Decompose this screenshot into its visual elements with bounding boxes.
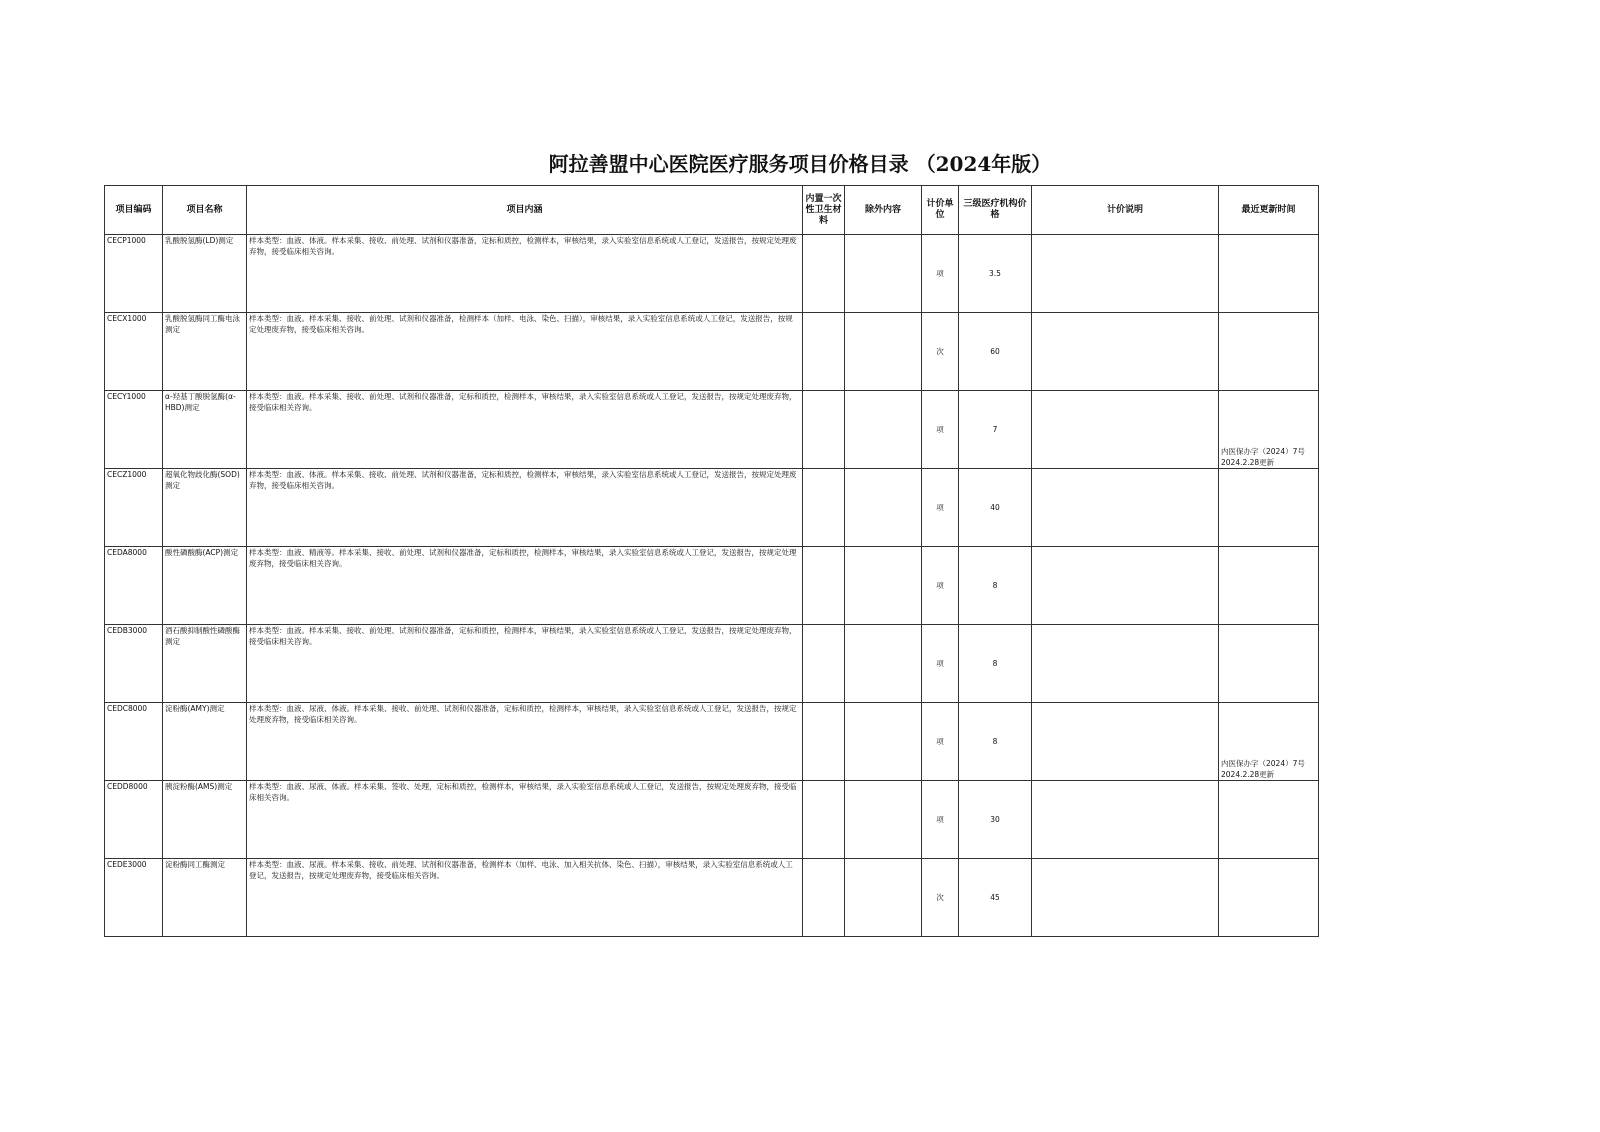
- item-note: [1032, 625, 1219, 703]
- header-name: 项目名称: [163, 186, 247, 235]
- header-unit: 计价单位: [922, 186, 959, 235]
- item-updated: 内医保办字（2024）7号 2024.2.28更新: [1219, 391, 1319, 469]
- table-row: [105, 313, 1319, 391]
- item-content: 样本类型：血液、尿液、体液。样本采集、签收、处理，定标和质控，检测样本，审核结果，录入实验室信息系统或人工登记，发送报告，按规定处理废弃物，接受临床相关咨询。: [247, 781, 803, 859]
- item-name: 乳酸脱氢酶同工酶电泳测定: [163, 313, 247, 391]
- item-unit: 项: [922, 703, 959, 781]
- item-note: [1032, 313, 1219, 391]
- header-excluded: 除外内容: [845, 186, 922, 235]
- table-row: [105, 235, 1319, 313]
- item-note: [1032, 235, 1219, 313]
- header-updated: 最近更新时间: [1219, 186, 1319, 235]
- item-content: 样本类型：血液、尿液。样本采集、接收、前处理、试剂和仪器准备，检测样本（加样、电泳、加入相关抗体、染色、扫描），审核结果，录入实验室信息系统或人工登记，发送报告，按规定处理废弃物，接受临床相关咨询。: [247, 859, 803, 937]
- item-material: [803, 235, 845, 313]
- table-row: [105, 391, 1319, 469]
- item-code: CEDD8000: [105, 781, 163, 859]
- item-updated: [1219, 781, 1319, 859]
- item-code: CECP1000: [105, 235, 163, 313]
- item-price: 7: [959, 391, 1032, 469]
- item-code: CEDB3000: [105, 625, 163, 703]
- item-excluded: [845, 625, 922, 703]
- item-updated: [1219, 547, 1319, 625]
- item-name: 超氧化物歧化酶(SOD)测定: [163, 469, 247, 547]
- item-unit: 次: [922, 859, 959, 937]
- header-material: 内置一次性卫生材料: [803, 186, 845, 235]
- item-price: 40: [959, 469, 1032, 547]
- item-code: CEDC8000: [105, 703, 163, 781]
- item-excluded: [845, 703, 922, 781]
- item-material: [803, 781, 845, 859]
- item-excluded: [845, 313, 922, 391]
- item-price: 8: [959, 625, 1032, 703]
- item-excluded: [845, 859, 922, 937]
- item-price: 8: [959, 547, 1032, 625]
- item-name: 胰淀粉酶(AMS)测定: [163, 781, 247, 859]
- item-material: [803, 313, 845, 391]
- item-unit: 项: [922, 625, 959, 703]
- item-name: 酸性磷酸酶(ACP)测定: [163, 547, 247, 625]
- item-material: [803, 703, 845, 781]
- item-excluded: [845, 391, 922, 469]
- item-price: 3.5: [959, 235, 1032, 313]
- item-excluded: [845, 547, 922, 625]
- item-excluded: [845, 781, 922, 859]
- item-code: CECX1000: [105, 313, 163, 391]
- item-name: 淀粉酶同工酶测定: [163, 859, 247, 937]
- item-unit: 项: [922, 235, 959, 313]
- item-code: CEDE3000: [105, 859, 163, 937]
- table-row: [105, 547, 1319, 625]
- item-content: 样本类型：血液。样本采集、接收、前处理、试剂和仪器准备，检测样本（加样、电泳、染色、扫描），审核结果，录入实验室信息系统或人工登记，发送报告，按规定处理废弃物，接受临床相关咨询。: [247, 313, 803, 391]
- header-code: 项目编码: [105, 186, 163, 235]
- item-price: 30: [959, 781, 1032, 859]
- item-price: 45: [959, 859, 1032, 937]
- header-note: 计价说明: [1032, 186, 1219, 235]
- item-name: 乳酸脱氢酶(LD)测定: [163, 235, 247, 313]
- item-unit: 项: [922, 781, 959, 859]
- item-price: 8: [959, 703, 1032, 781]
- header-content: 项目内涵: [247, 186, 803, 235]
- table-row: [105, 703, 1319, 781]
- item-material: [803, 625, 845, 703]
- item-material: [803, 391, 845, 469]
- item-updated: [1219, 313, 1319, 391]
- table-row: [105, 781, 1319, 859]
- item-updated: 内医保办字（2024）7号 2024.2.28更新: [1219, 703, 1319, 781]
- item-updated: [1219, 469, 1319, 547]
- item-name: 淀粉酶(AMY)测定: [163, 703, 247, 781]
- item-note: [1032, 547, 1219, 625]
- item-unit: 次: [922, 313, 959, 391]
- item-note: [1032, 859, 1219, 937]
- item-excluded: [845, 469, 922, 547]
- item-name: 酒石酸抑制酸性磷酸酶测定: [163, 625, 247, 703]
- item-content: 样本类型：血液、精液等。样本采集、接收、前处理、试剂和仪器准备，定标和质控，检测样本，审核结果，录入实验室信息系统或人工登记，发送报告，按规定处理废弃物，接受临床相关咨询。: [247, 547, 803, 625]
- table-row: [105, 859, 1319, 937]
- item-content: 样本类型：血液。样本采集、接收、前处理、试剂和仪器准备，定标和质控，检测样本，审核结果，录入实验室信息系统或人工登记，发送报告，按规定处理废弃物，接受临床相关咨询。: [247, 625, 803, 703]
- item-updated: [1219, 235, 1319, 313]
- item-content: 样本类型：血液、体液。样本采集、接收、前处理、试剂和仪器准备，定标和质控，检测样本，审核结果，录入实验室信息系统或人工登记，发送报告，按规定处理废弃物，接受临床相关咨询。: [247, 235, 803, 313]
- item-content: 样本类型：血液、体液。样本采集、接收、前处理、试剂和仪器准备，定标和质控，检测样本，审核结果，录入实验室信息系统或人工登记，发送报告，按规定处理废弃物，接受临床相关咨询。: [247, 469, 803, 547]
- item-note: [1032, 391, 1219, 469]
- item-updated: [1219, 859, 1319, 937]
- item-code: CECY1000: [105, 391, 163, 469]
- item-material: [803, 469, 845, 547]
- item-note: [1032, 703, 1219, 781]
- item-price: 60: [959, 313, 1032, 391]
- item-unit: 项: [922, 469, 959, 547]
- item-content: 样本类型：血液。样本采集、接收、前处理、试剂和仪器准备，定标和质控，检测样本，审核结果，录入实验室信息系统或人工登记，发送报告，按规定处理废弃物，接受临床相关咨询。: [247, 391, 803, 469]
- item-updated: [1219, 625, 1319, 703]
- item-note: [1032, 469, 1219, 547]
- item-material: [803, 547, 845, 625]
- item-unit: 项: [922, 547, 959, 625]
- item-content: 样本类型：血液、尿液、体液。样本采集、接收、前处理、试剂和仪器准备，定标和质控，检测样本，审核结果，录入实验室信息系统或人工登记，发送报告，按规定处理废弃物，接受临床相关咨询。: [247, 703, 803, 781]
- item-name: α-羟基丁酸脱氢酶(α-HBD)测定: [163, 391, 247, 469]
- table-row: [105, 625, 1319, 703]
- table-row: [105, 469, 1319, 547]
- item-code: CEDA8000: [105, 547, 163, 625]
- item-material: [803, 859, 845, 937]
- item-code: CECZ1000: [105, 469, 163, 547]
- item-excluded: [845, 235, 922, 313]
- item-note: [1032, 781, 1219, 859]
- header-row: [105, 186, 1319, 235]
- price-table: [104, 185, 1319, 937]
- page-title: 阿拉善盟中心医院医疗服务项目价格目录 （2024年版）: [548, 152, 1052, 176]
- header-price: 三级医疗机构价格: [959, 186, 1032, 235]
- item-unit: 项: [922, 391, 959, 469]
